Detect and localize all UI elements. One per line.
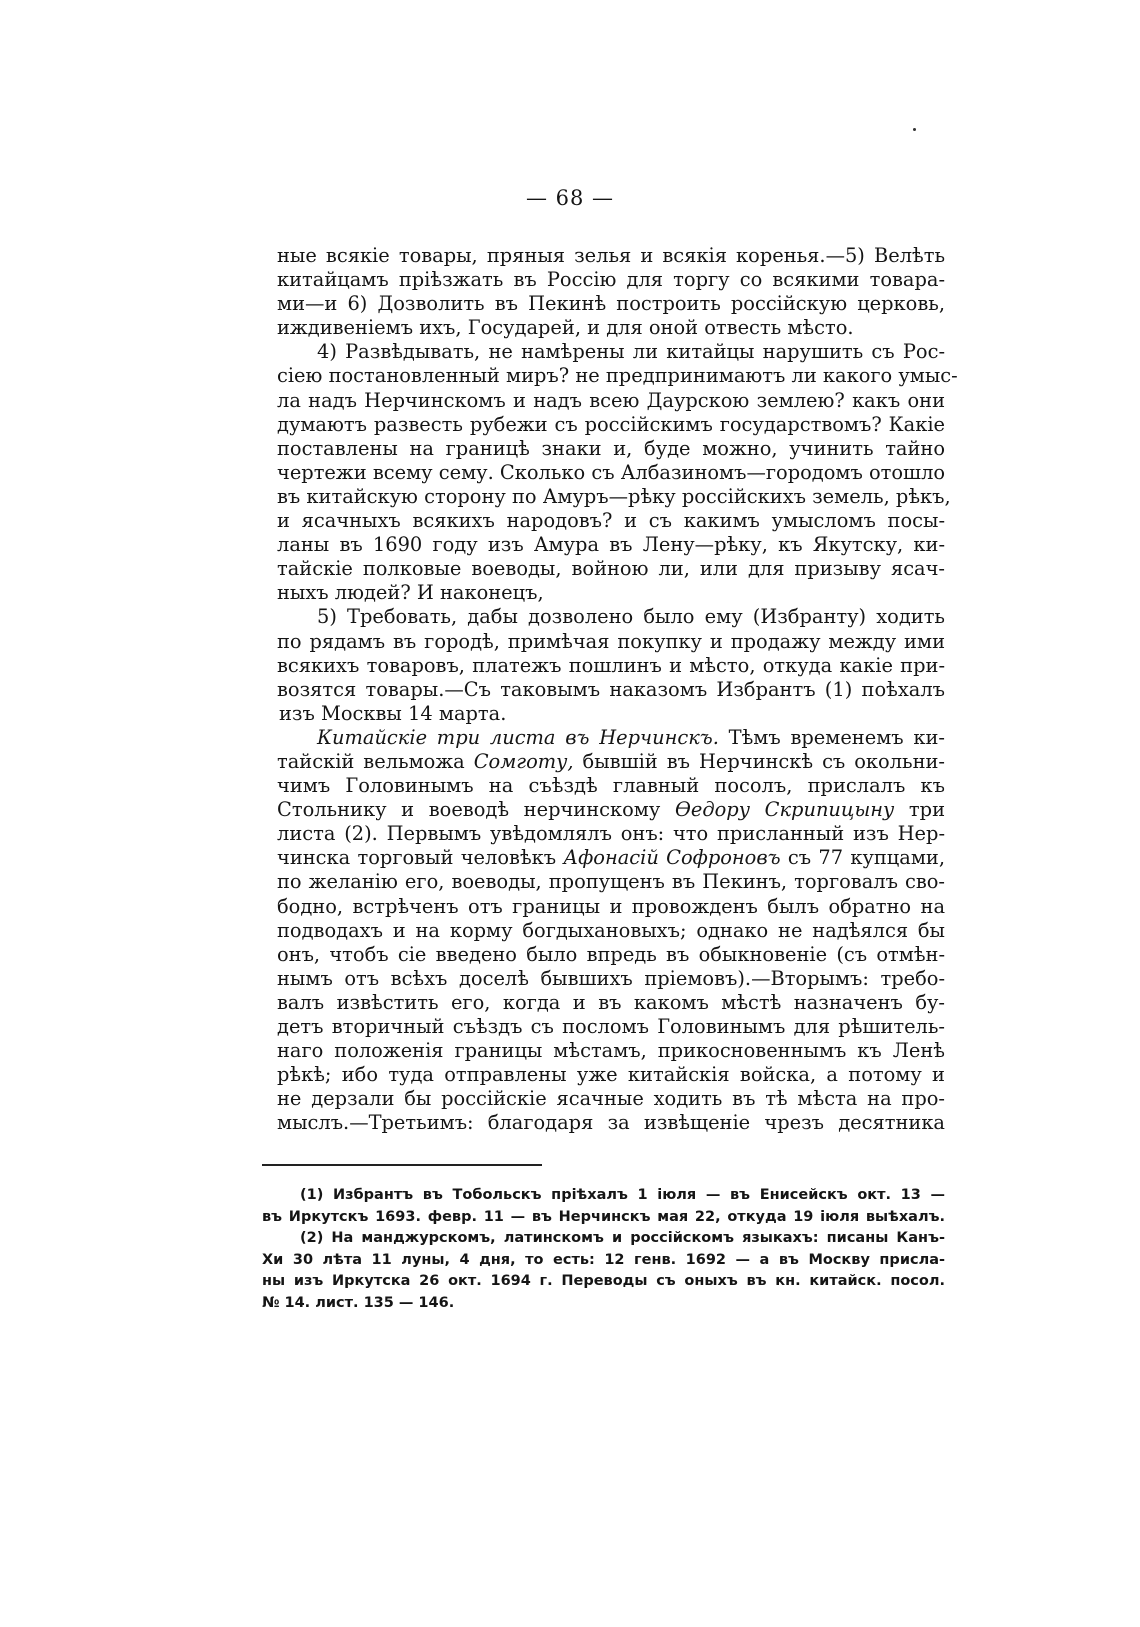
text-line: подводахъ и на корму богдыхановыхъ; однако не надѣялся бы bbox=[277, 918, 945, 942]
text-line: въ китайскую сторону по Амуръ—рѣку россійскихъ земель, рѣкъ, bbox=[277, 484, 951, 508]
stray-mark bbox=[913, 128, 916, 131]
text-line: не дерзали бы россійскіе ясачные ходить въ тѣ мѣста на про- bbox=[277, 1087, 945, 1111]
page-number: — 68 — bbox=[525, 186, 615, 210]
text-line: сіею постановленный миръ? не предпринимаютъ ли какого умыс- bbox=[277, 364, 958, 388]
text-line: по желанію его, воеводы, пропущенъ въ Пекинъ, торговалъ сво- bbox=[277, 870, 945, 894]
text-line: чертежи всему сему. Сколько съ Албазиномъ—городомъ отошло bbox=[277, 460, 946, 484]
text-line: бодно, встрѣченъ отъ границы и провожденъ былъ обратно на bbox=[277, 894, 945, 918]
text-line: всякихъ товаровъ, платежъ пошлинъ и мѣсто, откуда какіе при- bbox=[277, 653, 945, 677]
section-heading: Китайскіе три листа въ Нерчинскъ. bbox=[317, 725, 719, 749]
footnote-mark: (1) bbox=[300, 1187, 324, 1203]
text-line: думаютъ развесть рубежи съ россійскимъ государствомъ? Какіе bbox=[277, 412, 945, 436]
text-line: изъ Москвы 14 марта. bbox=[279, 701, 507, 725]
footnote-mark: (2) bbox=[300, 1230, 324, 1246]
person-name: Афонасій Софроновъ bbox=[563, 846, 781, 870]
text-fragment: тайскій вельможа bbox=[277, 749, 474, 773]
text-fragment: три bbox=[894, 798, 945, 822]
text-fragment: съ 77 купцами, bbox=[780, 846, 945, 870]
text-line bbox=[277, 678, 945, 702]
text-fragment: ) поѣхалъ bbox=[844, 677, 945, 701]
text-line bbox=[277, 822, 945, 846]
footnotes bbox=[262, 1185, 945, 1314]
footnote-divider bbox=[262, 1164, 542, 1166]
text-line: 4) Развѣдывать, не намѣрены ли китайцы нарушить съ Рос- bbox=[317, 340, 945, 364]
text-fragment: Тѣмъ временемъ ки- bbox=[718, 725, 945, 749]
text-line: чимъ Головинымъ на съѣздѣ главный посолъ, прислалъ къ bbox=[277, 774, 945, 798]
text-line: ми—и 6) Дозволить въ Пекинѣ построить россійскую церковь, bbox=[277, 292, 945, 316]
text-fragment: Стольнику и воеводѣ нерчинскому bbox=[277, 798, 675, 822]
text-line: китайцамъ пріѣзжать въ Россію для торгу со всякими товара- bbox=[277, 268, 945, 292]
footnote-ref[interactable]: 2 bbox=[351, 822, 365, 846]
text-fragment: На манджурскомъ, латинскомъ и россійскомъ языкахъ: писаны Канъ- bbox=[331, 1230, 945, 1246]
footnote-line bbox=[262, 1185, 945, 1207]
text-line: детъ вторичный съѣздъ съ посломъ Головинымъ для рѣшитель- bbox=[277, 1015, 945, 1038]
person-name: Сомготу, bbox=[473, 749, 574, 773]
footnote-line: въ Иркутскъ 1693. февр. 11 — въ Нерчинскъ мая 22, откуда 19 іюля выѣхалъ. bbox=[262, 1208, 945, 1225]
text-line: нымъ отъ всѣхъ доселѣ бывшихъ пріемовъ).—Вторымъ: требо- bbox=[277, 966, 945, 990]
text-line bbox=[277, 726, 945, 750]
text-line: ные всякіе товары, пряныя зелья и всякія коренья.—5) Велѣть bbox=[277, 244, 945, 267]
text-fragment: ). Первымъ увѣдомлялъ онъ: что присланный изъ Нер- bbox=[364, 822, 945, 846]
text-fragment: бывшій въ Нерчинскѣ съ окольни- bbox=[573, 749, 945, 773]
text-line bbox=[277, 798, 945, 822]
text-line: мыслъ.—Третьимъ: благодаря за извѣщеніе чрезъ десятника bbox=[277, 1111, 945, 1135]
text-line: и ясачныхъ всякихъ народовъ? и съ какимъ умысломъ посы- bbox=[277, 509, 945, 533]
text-line: ныхъ людей? И наконецъ, bbox=[277, 581, 544, 605]
footnote-line: Хи 30 лѣта 11 луны, 4 дня, то есть: 12 генв. 1692 — а въ Москву присла- bbox=[262, 1251, 945, 1268]
footnote-ref[interactable]: 1 bbox=[832, 677, 845, 701]
main-text bbox=[277, 244, 958, 1135]
footnote-line: № 14. лист. 135 — 146. bbox=[262, 1294, 455, 1311]
text-line bbox=[277, 750, 945, 774]
text-fragment: Избрантъ въ Тобольскъ пріѣхалъ 1 іюля — въ Енисейскъ окт. 13 — bbox=[332, 1187, 945, 1203]
text-line: ла надъ Нерчинскомъ и надъ всею Даурскою землею? какъ они bbox=[277, 388, 945, 412]
text-line: 5) Требовать, дабы дозволено было ему (Избранту) ходить bbox=[317, 605, 945, 629]
text-line: иждивеніемъ ихъ, Государей, и для оной отвесть мѣсто. bbox=[277, 316, 854, 340]
footnote-line bbox=[262, 1228, 945, 1250]
text-line: по рядамъ въ городѣ, примѣчая покупку и продажу между ими bbox=[277, 629, 945, 653]
text-line: поставлены на границѣ знаки и, буде можно, учинить тайно bbox=[277, 436, 945, 460]
text-fragment: чинска торговый человѣкъ bbox=[277, 846, 564, 870]
text-line: тайскіе полковые воеводы, войною ли, или для призыву ясач- bbox=[277, 557, 945, 581]
person-name: Ѳедору Скрипицыну bbox=[674, 798, 895, 822]
text-line: наго положенія границы мѣстамъ, прикосновеннымъ къ Ленѣ bbox=[277, 1039, 945, 1063]
text-line: ланы въ 1690 году изъ Амура въ Лену—рѣку, къ Якутску, ки- bbox=[277, 533, 945, 557]
text-line bbox=[277, 846, 945, 870]
text-fragment: листа ( bbox=[277, 822, 352, 846]
text-line: онъ, чтобъ сіе введено было впредь въ обыкновеніе (съ отмѣн- bbox=[277, 942, 945, 966]
text-fragment: возятся товары.—Съ таковымъ наказомъ Избрантъ ( bbox=[277, 677, 833, 701]
text-line: рѣкѣ; ибо туда отправлены уже китайскія войска, а потому и bbox=[277, 1063, 945, 1087]
text-line: валъ извѣстить его, когда и въ какомъ мѣстѣ назначенъ бу- bbox=[277, 990, 945, 1014]
footnote-line: ны изъ Иркутска 26 окт. 1694 г. Переводы съ оныхъ въ кн. китайск. посол. bbox=[262, 1273, 945, 1289]
